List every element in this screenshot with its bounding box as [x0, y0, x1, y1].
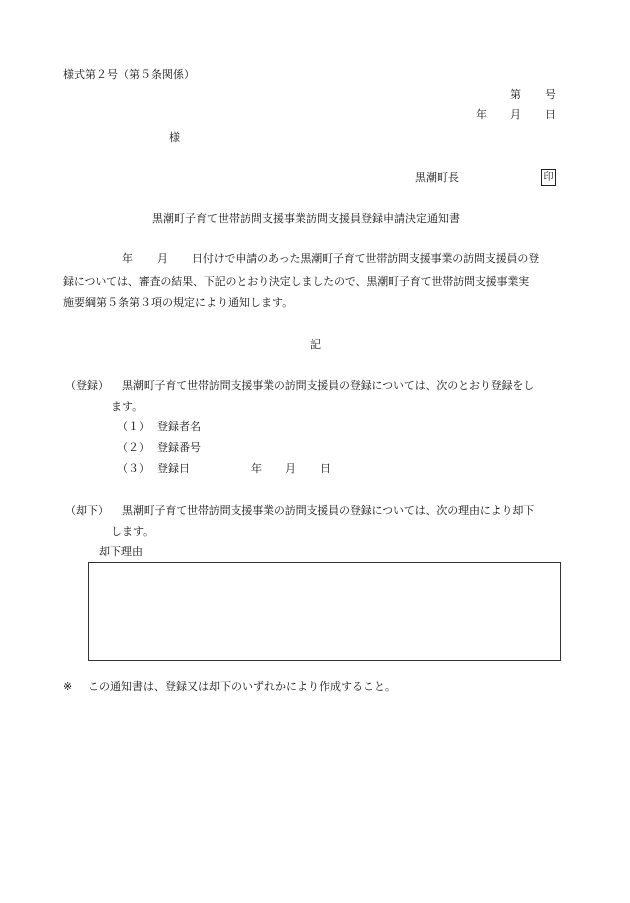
registration-item-3-label: 登録日 [157, 462, 190, 475]
document-title: 黒潮町子育て世帯訪問支援事業訪問支援員登録申請決定通知書 [152, 212, 460, 225]
registration-tag: （登録） [65, 379, 109, 392]
rejection-tag: （却下） [65, 504, 109, 517]
intro-month: 月 [157, 252, 168, 265]
registration-item-1-label: 登録者名 [157, 420, 201, 433]
registration-line-1: 黒潮町子育て世帯訪問支援事業の訪問支援員の登録については、次のとおり登録をし [122, 379, 535, 392]
registration-item-2-label: 登録番号 [157, 441, 201, 454]
intro-line-1: 日付けで申請のあった黒潮町子育て世帯訪問支援事業の訪問支援員の登 [192, 252, 540, 265]
rejection-line-2: します。 [111, 525, 155, 538]
intro-line-2: 録については、審査の結果、下記のとおり決定しましたので、黒潮町子育て世帯訪問支援事業実 [63, 275, 530, 288]
form-number-label: 様式第２号（第５条関係） [63, 68, 195, 81]
intro-line-3: 施要綱第５条第３項の規定により通知します。 [63, 296, 294, 309]
rejection-reason-label: 却下理由 [99, 545, 143, 558]
registration-date-day: 日 [320, 462, 331, 475]
registration-item-3-number: （３） [117, 462, 150, 475]
registration-item-1-number: （１） [117, 420, 150, 433]
rejection-line-1: 黒潮町子育て世帯訪問支援事業の訪問支援員の登録については、次の理由により却下 [122, 504, 535, 517]
addressee-honorific: 様 [169, 131, 180, 144]
seal-stamp: 印 [541, 169, 556, 186]
footnote-mark: ※ [63, 680, 73, 693]
document-number-go: 号 [545, 88, 556, 101]
registration-date-year: 年 [251, 462, 262, 475]
intro-year: 年 [122, 252, 133, 265]
footnote-text: この通知書は、登録又は却下のいずれかにより作成すること。 [88, 680, 396, 693]
ki-heading: 記 [310, 338, 321, 351]
registration-item-2-number: （２） [117, 441, 150, 454]
document-number-dai: 第 [510, 88, 521, 101]
issuer-name: 黒潮町長 [415, 171, 459, 184]
issue-date-day: 日 [545, 108, 556, 121]
registration-date-month: 月 [285, 462, 296, 475]
registration-line-2: ます。 [111, 400, 144, 413]
issue-date-month: 月 [510, 108, 521, 121]
issue-date-year: 年 [476, 108, 487, 121]
rejection-reason-box[interactable] [88, 562, 561, 661]
